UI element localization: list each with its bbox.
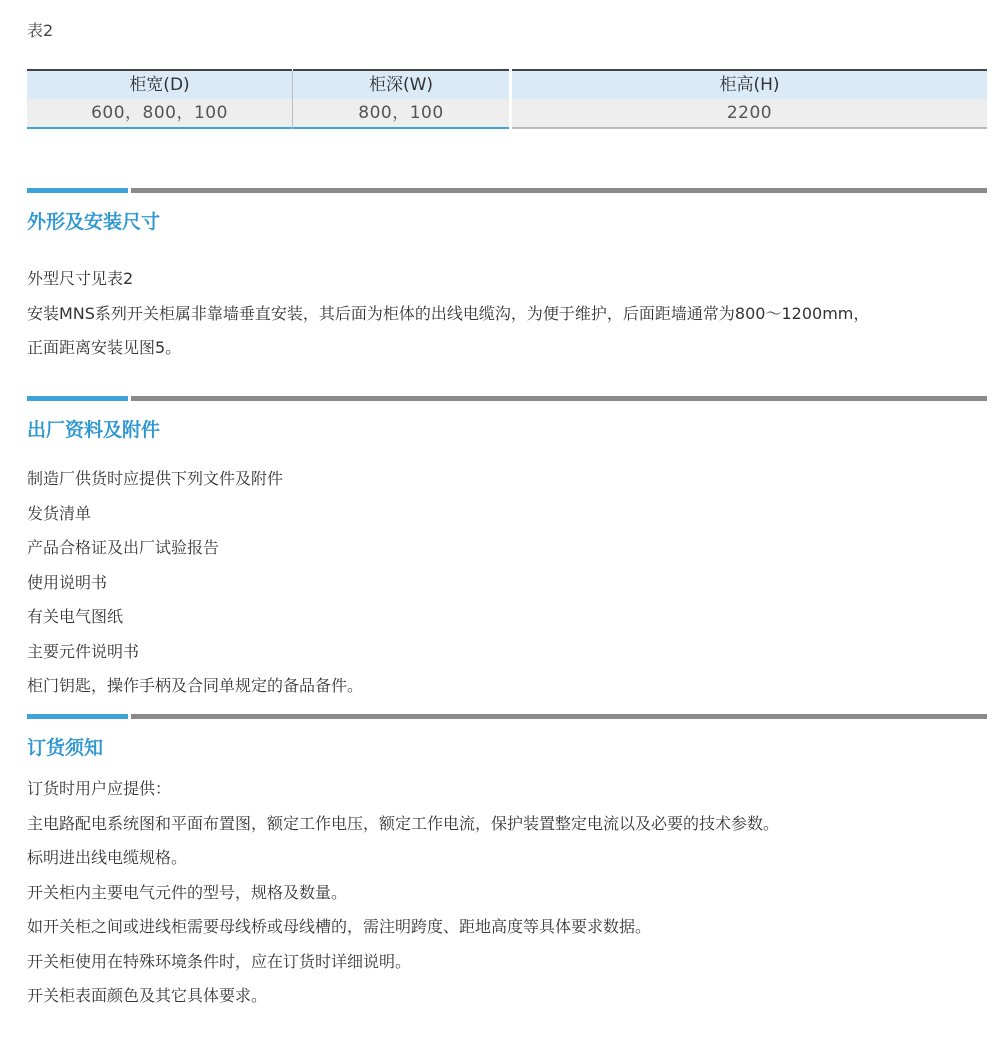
spec-table xyxy=(27,69,987,131)
table-header-depth: 柜深(W) xyxy=(293,71,509,99)
section-body-ordering xyxy=(27,772,997,1014)
list-item: 有关电气图纸 xyxy=(27,607,124,626)
paragraph-line: 安装MNS系列开关柜属非靠墙垂直安装，其后面为柜体的出线电缆沟，为便于维护，后面距墙通常为800～1200mm， xyxy=(27,303,870,323)
section-title-documents: 出厂资料及附件 xyxy=(27,419,161,441)
section-divider xyxy=(27,714,987,719)
section-divider xyxy=(27,188,987,193)
section-body-dimensions xyxy=(27,262,997,366)
paragraph-line: 正面距离安装见图5。 xyxy=(27,338,182,357)
list-item: 发货清单 xyxy=(27,503,92,523)
list-item: 柜门钥匙，操作手柄及合同单规定的备品备件。 xyxy=(27,676,364,695)
section-body-documents xyxy=(27,462,997,704)
section-title-ordering: 订货须知 xyxy=(27,737,104,759)
list-item: 开关柜内主要电气元件的型号，规格及数量。 xyxy=(27,882,348,902)
table-caption: 表2 xyxy=(27,21,54,40)
list-item: 开关柜使用在特殊环境条件时，应在订货时详细说明。 xyxy=(27,951,412,971)
list-item: 订货时用户应提供： xyxy=(27,779,172,798)
list-item: 制造厂供货时应提供下列文件及附件 xyxy=(27,469,284,488)
list-item: 主要元件说明书 xyxy=(27,641,140,661)
table-cell-width: 600，800，100 xyxy=(27,99,292,127)
list-item: 主电路配电系统图和平面布置图，额定工作电压，额定工作电流，保护装置整定电流以及必要的技术参数。 xyxy=(27,813,780,833)
section-divider xyxy=(27,396,987,401)
list-item: 标明进出线电缆规格。 xyxy=(27,848,188,867)
section-title-dimensions: 外形及安装尺寸 xyxy=(27,211,161,233)
list-item: 使用说明书 xyxy=(27,572,108,592)
table-cell-height: 2200 xyxy=(512,99,987,127)
table-header-width: 柜宽(D) xyxy=(27,71,292,99)
table-cell-depth: 800，100 xyxy=(293,99,509,127)
table-column-width xyxy=(27,69,292,131)
table-column-height xyxy=(512,69,987,131)
list-item: 开关柜表面颜色及其它具体要求。 xyxy=(27,986,268,1005)
table-header-height: 柜高(H) xyxy=(512,71,987,99)
list-item: 产品合格证及出厂试验报告 xyxy=(27,538,220,557)
table-column-depth xyxy=(293,69,509,131)
paragraph-line: 外型尺寸见表2 xyxy=(27,269,134,288)
list-item: 如开关柜之间或进线柜需要母线桥或母线槽的，需注明跨度、距地高度等具体要求数据。 xyxy=(27,917,652,936)
